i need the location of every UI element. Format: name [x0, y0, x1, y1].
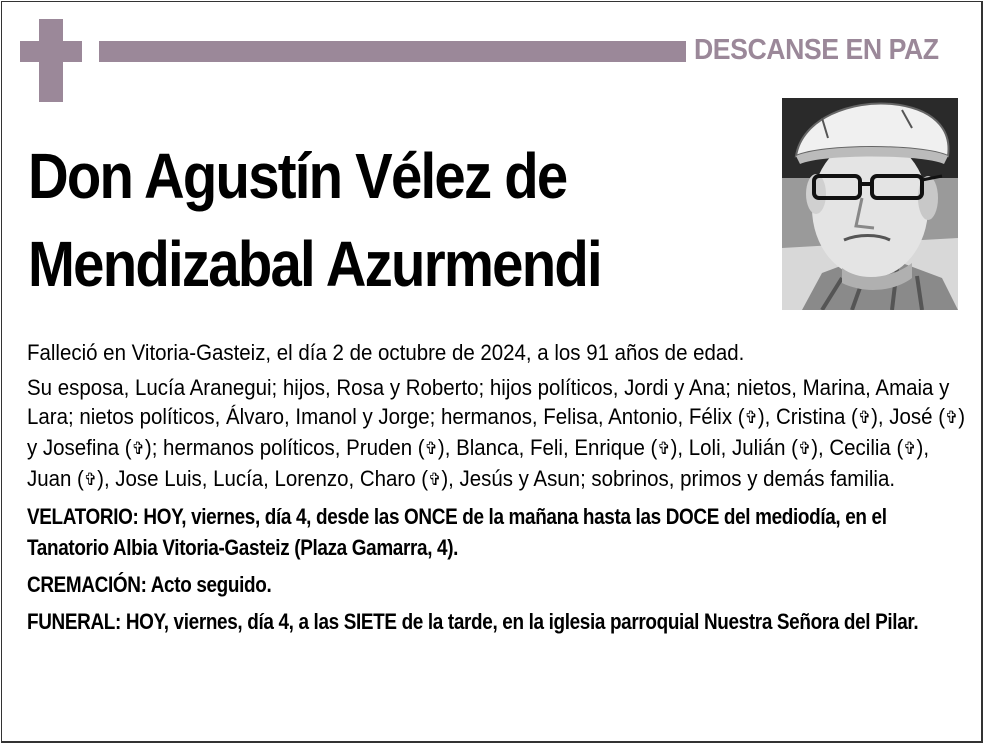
cremacion-info: CREMACIÓN: Acto seguido.: [27, 572, 272, 597]
deceased-cross-icon: ✞: [424, 439, 438, 458]
deceased-cross-icon: ✞: [131, 439, 145, 458]
portrait-image-icon: [782, 98, 958, 310]
funeral-info: FUNERAL: HOY, viernes, día 4, a las SIETE de la tarde, en la iglesia parroquial Nuestra Señora del Pilar.: [27, 609, 919, 634]
deceased-name-line-2: Mendizabal Azurmendi: [28, 228, 601, 300]
deceased-cross-icon: ✞: [744, 408, 758, 427]
deceased-name: [28, 132, 697, 308]
deceased-cross-icon: ✞: [903, 439, 917, 458]
velatorio-info: VELATORIO: HOY, viernes, día 4, desde las ONCE de la mañana hasta las DOCE del mediodía, en el Tanatorio Albia Vitoria-Gasteiz (Plaza Gamarra, 4).: [27, 504, 887, 560]
deceased-cross-icon: ✞: [857, 408, 872, 427]
header-rule: [99, 41, 686, 62]
deceased-name-line-1: Don Agustín Vélez de: [28, 140, 567, 212]
deceased-cross-icon: ✞: [428, 470, 442, 489]
deceased-cross-icon: ✞: [797, 439, 812, 458]
deceased-cross-icon: ✞: [945, 408, 959, 427]
cross-icon-horizontal: [20, 41, 82, 62]
deceased-cross-icon: ✞: [657, 439, 671, 458]
obituary-notice: [1, 1, 983, 743]
family-list: Su esposa, Lucía Aranegui; hijos, Rosa y Roberto; hijos políticos, Jordi y Ana; nietos, Marina, Amaia y Lara; nietos políticos, Álvaro, Imanol y Jorge; hermanos, Felisa, Antonio, Félix (✞), Cristina (✞), José (✞) y Josefina (✞); hermanos políticos, Pruden (✞), Blanca, Feli, Enrique (✞), Loli, Julián (✞), Cecilia (✞), Juan (✞), Jose Luis, Lucía, Lorenzo, Charo (✞), Jesús y Asun; sobrinos, primos y demás familia.: [27, 373, 966, 495]
deceased-cross-icon: ✞: [83, 470, 98, 489]
obituary-body: [27, 338, 967, 643]
death-notice: Falleció en Vitoria-Gasteiz, el día 2 de octubre de 2024, a los 91 años de edad.: [27, 340, 745, 365]
portrait-photo: [782, 98, 958, 310]
header-label: DESCANSE EN PAZ: [694, 34, 939, 66]
